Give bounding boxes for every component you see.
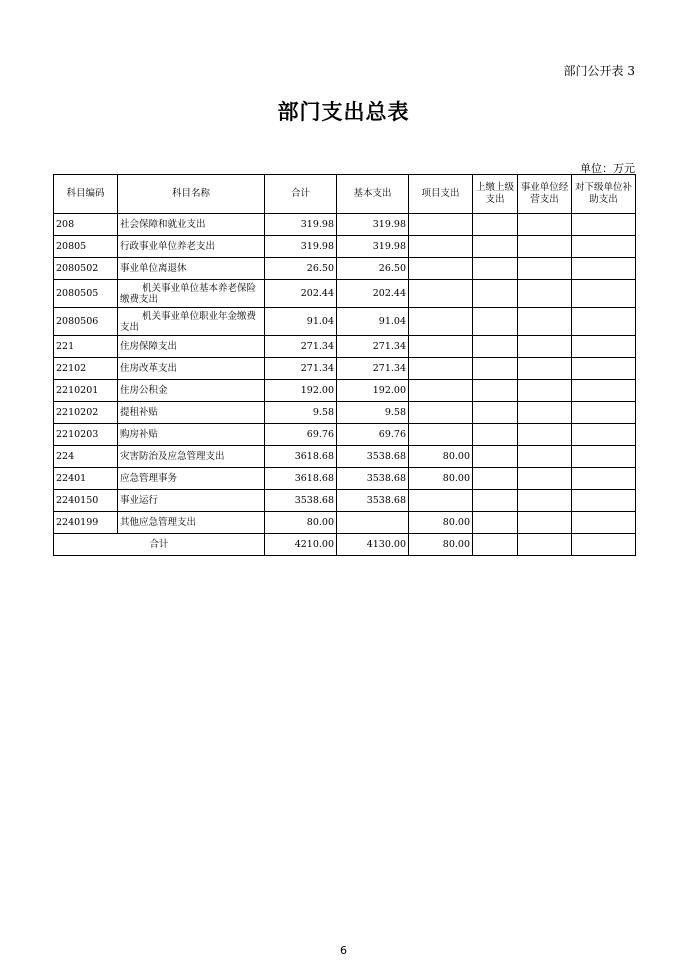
code-cell: 2240150 (54, 490, 118, 512)
empty-cell (473, 490, 518, 512)
column-header: 基本支出 (337, 175, 409, 214)
empty-cell (572, 490, 636, 512)
empty-cell (518, 424, 572, 446)
name-cell: 住房公积金 (118, 380, 265, 402)
code-cell: 22401 (54, 468, 118, 490)
total-cell: 192.00 (265, 380, 337, 402)
code-cell: 2080502 (54, 258, 118, 280)
empty-cell (572, 214, 636, 236)
code-cell: 20805 (54, 236, 118, 258)
code-cell: 224 (54, 446, 118, 468)
name-cell: 事业运行 (118, 490, 265, 512)
table-row (54, 468, 636, 490)
basic-cell: 9.58 (337, 402, 409, 424)
code-cell: 221 (54, 336, 118, 358)
empty-cell (518, 358, 572, 380)
empty-cell (473, 308, 518, 336)
name-cell: 机关事业单位职业年金缴费支出 (118, 308, 265, 336)
page-title: 部门支出总表 (277, 100, 410, 124)
empty-cell (473, 402, 518, 424)
empty-cell (518, 402, 572, 424)
total-row (54, 534, 636, 556)
basic-cell: 3538.68 (337, 490, 409, 512)
total-cell: 271.34 (265, 358, 337, 380)
project-cell (409, 214, 473, 236)
empty-cell (473, 512, 518, 534)
empty-cell (572, 380, 636, 402)
total-cell: 319.98 (265, 214, 337, 236)
total-cell: 69.76 (265, 424, 337, 446)
total-cell: 271.34 (265, 336, 337, 358)
project-cell: 80.00 (409, 534, 473, 556)
project-cell (409, 358, 473, 380)
table-header-row (54, 175, 636, 214)
table-row (54, 308, 636, 336)
table-row (54, 280, 636, 308)
column-header: 事业单位经营支出 (518, 175, 572, 214)
code-cell: 2210201 (54, 380, 118, 402)
table-row (54, 236, 636, 258)
code-cell: 22102 (54, 358, 118, 380)
total-cell: 80.00 (265, 512, 337, 534)
page-number: 6 (340, 944, 347, 957)
empty-cell (473, 258, 518, 280)
empty-cell (572, 358, 636, 380)
column-header: 对下级单位补助支出 (572, 175, 636, 214)
basic-cell (337, 512, 409, 534)
empty-cell (572, 402, 636, 424)
project-cell (409, 424, 473, 446)
basic-cell: 271.34 (337, 358, 409, 380)
total-cell: 3618.68 (265, 468, 337, 490)
name-cell: 购房补贴 (118, 424, 265, 446)
project-cell (409, 402, 473, 424)
project-cell: 80.00 (409, 512, 473, 534)
project-cell (409, 336, 473, 358)
empty-cell (518, 308, 572, 336)
empty-cell (572, 280, 636, 308)
total-cell: 91.04 (265, 308, 337, 336)
name-cell: 事业单位离退休 (118, 258, 265, 280)
code-cell: 2080505 (54, 280, 118, 308)
empty-cell (572, 446, 636, 468)
code-cell: 2210203 (54, 424, 118, 446)
project-cell (409, 308, 473, 336)
empty-cell (518, 280, 572, 308)
basic-cell: 192.00 (337, 380, 409, 402)
empty-cell (473, 380, 518, 402)
table-row (54, 358, 636, 380)
name-cell: 机关事业单位基本养老保险缴费支出 (118, 280, 265, 308)
code-cell: 2240199 (54, 512, 118, 534)
column-header: 上缴上级支出 (473, 175, 518, 214)
total-cell: 202.44 (265, 280, 337, 308)
table-row (54, 214, 636, 236)
empty-cell (473, 468, 518, 490)
basic-cell: 271.34 (337, 336, 409, 358)
project-cell (409, 236, 473, 258)
name-cell: 其他应急管理支出 (118, 512, 265, 534)
column-header: 科目编码 (54, 175, 118, 214)
name-cell: 灾害防治及应急管理支出 (118, 446, 265, 468)
empty-cell (518, 468, 572, 490)
empty-cell (572, 258, 636, 280)
unit-label: 单位：万元 (580, 162, 635, 175)
empty-cell (518, 446, 572, 468)
name-cell: 应急管理事务 (118, 468, 265, 490)
basic-cell: 26.50 (337, 258, 409, 280)
empty-cell (572, 468, 636, 490)
table-row (54, 336, 636, 358)
empty-cell (518, 214, 572, 236)
total-cell: 4210.00 (265, 534, 337, 556)
empty-cell (473, 214, 518, 236)
empty-cell (572, 236, 636, 258)
basic-cell: 319.98 (337, 236, 409, 258)
column-header: 科目名称 (118, 175, 265, 214)
table-row (54, 424, 636, 446)
total-cell: 3618.68 (265, 446, 337, 468)
empty-cell (518, 512, 572, 534)
empty-cell (473, 534, 518, 556)
table-row (54, 258, 636, 280)
basic-cell: 4130.00 (337, 534, 409, 556)
total-cell: 319.98 (265, 236, 337, 258)
table-row (54, 446, 636, 468)
empty-cell (572, 424, 636, 446)
table-row (54, 512, 636, 534)
name-cell: 社会保障和就业支出 (118, 214, 265, 236)
empty-cell (572, 336, 636, 358)
basic-cell: 3538.68 (337, 446, 409, 468)
table-row (54, 402, 636, 424)
total-cell: 9.58 (265, 402, 337, 424)
name-cell: 行政事业单位养老支出 (118, 236, 265, 258)
project-cell: 80.00 (409, 446, 473, 468)
name-cell: 住房改革支出 (118, 358, 265, 380)
code-cell: 2080506 (54, 308, 118, 336)
table-label: 部门公开表 3 (563, 64, 635, 78)
empty-cell (518, 490, 572, 512)
name-cell: 住房保障支出 (118, 336, 265, 358)
empty-cell (473, 446, 518, 468)
empty-cell (572, 512, 636, 534)
total-cell: 3538.68 (265, 490, 337, 512)
project-cell (409, 490, 473, 512)
table-row (54, 490, 636, 512)
total-label: 合计 (54, 534, 265, 556)
total-cell: 26.50 (265, 258, 337, 280)
empty-cell (473, 280, 518, 308)
empty-cell (473, 358, 518, 380)
empty-cell (473, 424, 518, 446)
basic-cell: 3538.68 (337, 468, 409, 490)
empty-cell (572, 308, 636, 336)
code-cell: 208 (54, 214, 118, 236)
basic-cell: 91.04 (337, 308, 409, 336)
empty-cell (518, 534, 572, 556)
basic-cell: 202.44 (337, 280, 409, 308)
project-cell (409, 258, 473, 280)
empty-cell (473, 336, 518, 358)
empty-cell (518, 258, 572, 280)
empty-cell (518, 236, 572, 258)
empty-cell (518, 380, 572, 402)
project-cell (409, 380, 473, 402)
code-cell: 2210202 (54, 402, 118, 424)
empty-cell (572, 534, 636, 556)
column-header: 合计 (265, 175, 337, 214)
project-cell (409, 280, 473, 308)
expenditure-table (53, 174, 636, 556)
name-cell: 提租补贴 (118, 402, 265, 424)
basic-cell: 319.98 (337, 214, 409, 236)
column-header: 项目支出 (409, 175, 473, 214)
basic-cell: 69.76 (337, 424, 409, 446)
table-row (54, 380, 636, 402)
empty-cell (518, 336, 572, 358)
project-cell: 80.00 (409, 468, 473, 490)
empty-cell (473, 236, 518, 258)
